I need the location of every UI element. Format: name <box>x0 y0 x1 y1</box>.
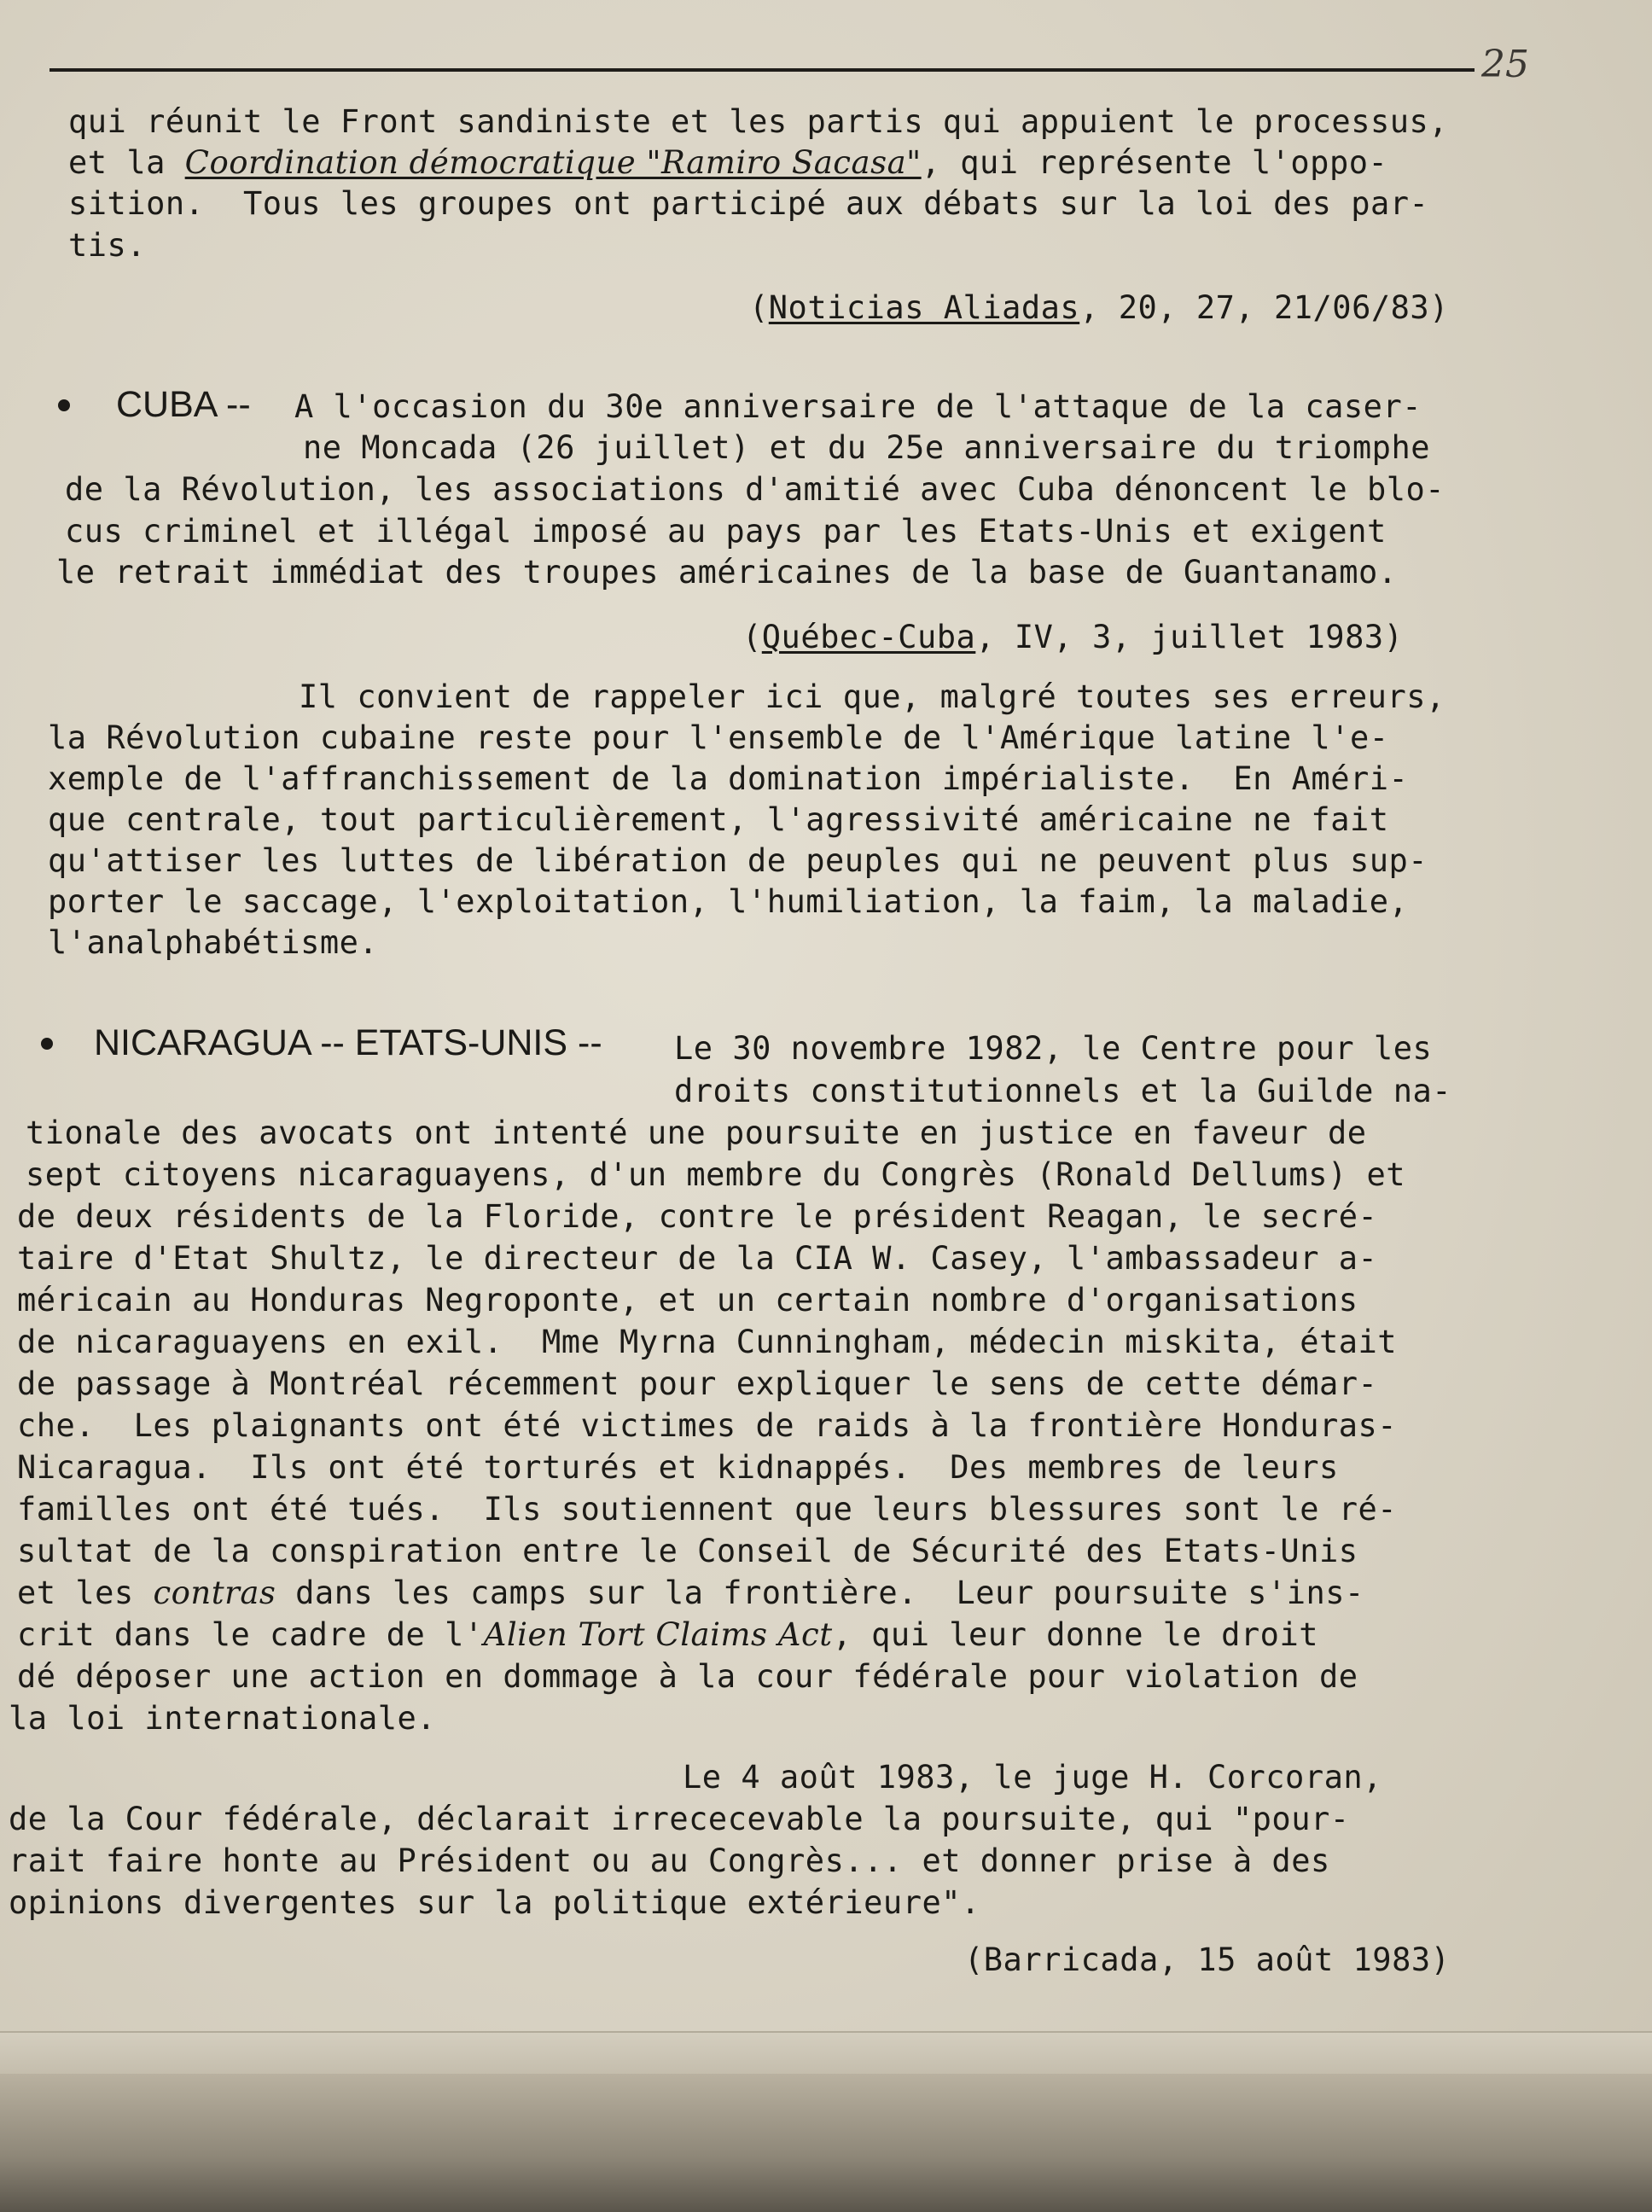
desk-surface <box>0 2074 1652 2212</box>
nicaragua-para2-line-4: opinions divergentes sur la politique extérieure". <box>9 1884 980 1921</box>
nicaragua-source: (Barricada, 15 août 1983) <box>964 1941 1451 1978</box>
cuba-heading: CUBA -- <box>116 384 251 425</box>
nicaragua-line-12: familles ont été tués. Ils soutiennent que leurs blessures sont le ré- <box>17 1491 1398 1528</box>
contras-italic: contras <box>153 1575 276 1611</box>
cuba-line-3: de la Révolution, les associations d'amitié avec Cuba dénoncent le blo- <box>65 471 1446 508</box>
nicaragua-line-13: sultat de la conspiration entre le Conseil de Sécurité des Etats-Unis <box>17 1533 1358 1569</box>
intro-line-2-end: , qui représente l'oppo- <box>921 144 1388 181</box>
intro-line-3: sition. Tous les groupes ont participé aux débats sur la loi des par- <box>68 185 1429 222</box>
cuba-para2-line-3: xemple de l'affranchissement de la domination impérialiste. En Améri- <box>48 760 1409 797</box>
page-number: 25 <box>1481 43 1529 86</box>
cuba-para2-line-1: Il convient de rappeler ici que, malgré toutes ses erreurs, <box>299 678 1446 715</box>
cuba-line-2: ne Moncada (26 juillet) et du 25e anniversaire du triomphe <box>303 429 1431 466</box>
nicaragua-line-3: tionale des avocats ont intenté une poursuite en justice en faveur de <box>26 1115 1367 1151</box>
nicaragua-line-deposer: dé déposer une action en dommage à la cour fédérale pour violation de <box>17 1658 1358 1695</box>
intro-source: (Noticias Aliadas, 20, 27, 21/06/83) <box>749 289 1449 326</box>
cuba-para2-line-2: la Révolution cubaine reste pour l'ensemble de l'Amérique latine l'e- <box>48 719 1389 756</box>
nicaragua-para2-line-3: rait faire honte au Président ou au Congrès... et donner prise à des <box>9 1842 1330 1879</box>
nicaragua-line-11: Nicaragua. Ils ont été torturés et kidnappés. Des membres de leurs <box>17 1449 1339 1486</box>
nicaragua-contras-line: et les contras dans les camps sur la frontière. Leur poursuite s'ins- <box>17 1575 1364 1611</box>
nicaragua-para2-line-2: de la Cour fédérale, déclarait irrececevable la poursuite, qui "pour- <box>9 1801 1350 1837</box>
cuba-bullet <box>58 399 70 411</box>
nicaragua-line-5: de deux résidents de la Floride, contre le président Reagan, le secré- <box>17 1198 1378 1235</box>
nicaragua-alien-line: crit dans le cadre de l'Alien Tort Claims Act, qui leur donne le droit <box>17 1616 1318 1653</box>
nicaragua-line-9: de passage à Montréal récemment pour expliquer le sens de cette démar- <box>17 1365 1378 1402</box>
nicaragua-line-4: sept citoyens nicaraguayens, d'un membre du Congrès (Ronald Dellums) et <box>26 1156 1406 1193</box>
nicaragua-bullet <box>41 1038 53 1050</box>
alien-tort-claims-act: Alien Tort Claims Act <box>483 1616 833 1653</box>
cuba-line-5: le retrait immédiat des troupes américaines de la base de Guantanamo. <box>56 554 1398 591</box>
nicaragua-heading: NICARAGUA -- ETATS-UNIS -- <box>94 1022 602 1063</box>
nicaragua-line-2: droits constitutionnels et la Guilde na- <box>674 1073 1452 1109</box>
cuba-para2-line-7: l'analphabétisme. <box>48 924 379 961</box>
cuba-para2-line-4: que centrale, tout particulièrement, l'agressivité américaine ne fait <box>48 801 1389 838</box>
nicaragua-line-10: che. Les plaignants ont été victimes de raids à la frontière Honduras- <box>17 1407 1398 1444</box>
intro-line-2-start: et la <box>68 144 185 181</box>
cuba-line-1: A l'occasion du 30e anniversaire de l'attaque de la caser- <box>294 388 1422 425</box>
cuba-para2-line-5: qu'attiser les luttes de libération de peuples qui ne peuvent plus sup- <box>48 842 1428 879</box>
page-bottom-edge <box>0 2031 1652 2077</box>
intro-line-2 <box>68 142 1387 183</box>
intro-line-4: tis. <box>68 227 147 264</box>
nicaragua-line-1: Le 30 novembre 1982, le Centre pour les <box>674 1030 1433 1067</box>
cuba-source-name: Québec-Cuba <box>761 619 976 655</box>
cuba-line-4: cus criminel et illégal imposé au pays par les Etats-Unis et exigent <box>65 513 1387 550</box>
nicaragua-line-7: méricain au Honduras Negroponte, et un certain nombre d'organisations <box>17 1282 1358 1318</box>
nicaragua-para2-line-1: Le 4 août 1983, le juge H. Corcoran, <box>683 1759 1382 1796</box>
intro-source-name: Noticias Aliadas <box>768 289 1080 326</box>
coordination-democratique-title: Coordination démocratique "Ramiro Sacasa" <box>184 144 922 181</box>
header-rule <box>49 68 1475 72</box>
nicaragua-line-loi: la loi internationale. <box>9 1700 437 1737</box>
nicaragua-line-6: taire d'Etat Shultz, le directeur de la CIA W. Casey, l'ambassadeur a- <box>17 1240 1378 1277</box>
cuba-source: (Québec-Cuba, IV, 3, juillet 1983) <box>742 619 1404 655</box>
nicaragua-line-8: de nicaraguayens en exil. Mme Myrna Cunningham, médecin miskita, était <box>17 1324 1398 1360</box>
cuba-para2-line-6: porter le saccage, l'exploitation, l'humiliation, la faim, la maladie, <box>48 883 1409 920</box>
intro-line-1: qui réunit le Front sandiniste et les partis qui appuient le processus, <box>68 103 1449 140</box>
